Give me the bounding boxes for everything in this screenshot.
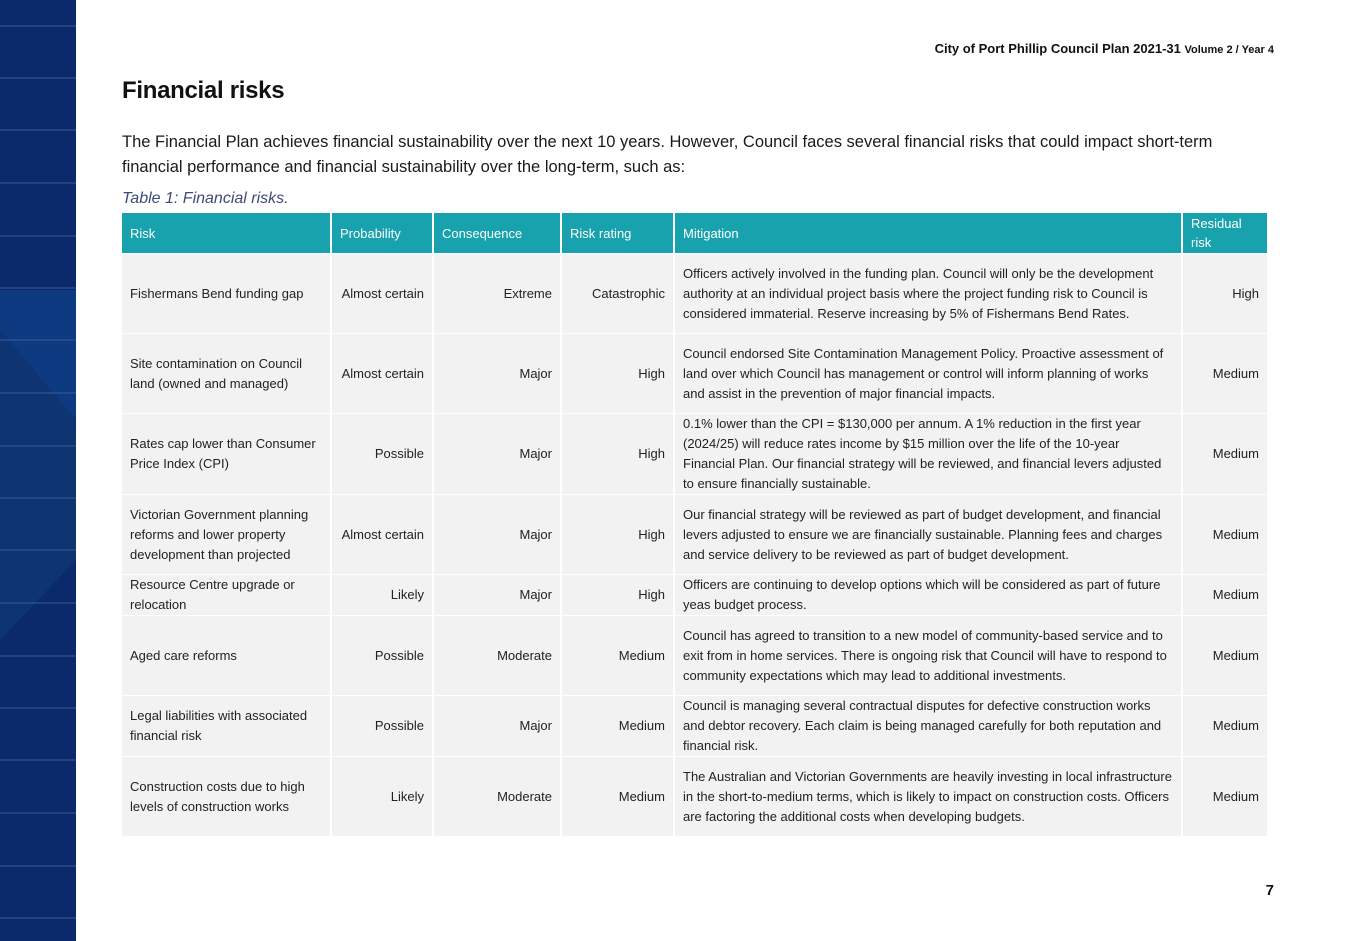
cell-consequence: Moderate — [434, 616, 560, 695]
cell-consequence: Major — [434, 495, 560, 574]
cell-mitigation: Officers actively involved in the funding plan. Council will only be the development authority at an individual project basis where the project funding risk to Council is considered immaterial. Reserve increasing by 5% of Fishermans Bend Rates. — [675, 254, 1181, 333]
table-row — [122, 757, 1267, 836]
header-consequence: Consequence — [434, 213, 560, 253]
cell-residual-risk: Medium — [1183, 616, 1267, 695]
cell-risk: Resource Centre upgrade or relocation — [122, 575, 330, 615]
cell-probability: Almost certain — [332, 495, 432, 574]
cell-risk: Aged care reforms — [122, 616, 330, 695]
cell-consequence: Major — [434, 414, 560, 494]
page-number: 7 — [1265, 882, 1274, 899]
cell-residual-risk: High — [1183, 254, 1267, 333]
cell-probability: Possible — [332, 414, 432, 494]
cell-consequence: Extreme — [434, 254, 560, 333]
decorative-side-band — [0, 0, 76, 941]
cell-consequence: Major — [434, 696, 560, 756]
cell-mitigation: The Australian and Victorian Governments are heavily investing in local infrastructure in the short-to-medium terms, which is likely to impact on construction costs. Officers are factoring the additional costs when developing budgets. — [675, 757, 1181, 836]
cell-consequence: Major — [434, 334, 560, 413]
side-band-pattern — [0, 0, 76, 941]
cell-mitigation: Council has agreed to transition to a new model of community-based service and to exit from in home services. There is ongoing risk that Council will have to respond to community expectations which may lead to additional investments. — [675, 616, 1181, 695]
cell-risk-rating: Medium — [562, 757, 673, 836]
table-header-row — [122, 213, 1267, 253]
table-row — [122, 616, 1267, 695]
cell-probability: Possible — [332, 696, 432, 756]
financial-risks-table — [120, 212, 1269, 837]
cell-risk: Fishermans Bend funding gap — [122, 254, 330, 333]
table-row — [122, 495, 1267, 574]
cell-risk: Victorian Government planning reforms and lower property development than projected — [122, 495, 330, 574]
cell-risk: Legal liabilities with associated financial risk — [122, 696, 330, 756]
cell-probability: Possible — [332, 616, 432, 695]
document-volume: Volume 2 / Year 4 — [1184, 44, 1274, 56]
header-mitigation: Mitigation — [675, 213, 1181, 253]
cell-mitigation: Our financial strategy will be reviewed as part of budget development, and financial levers adjusted to ensure we are financially sustainable. Planning fees and charges and service delivery to be reviewed as part of budget development. — [675, 495, 1181, 574]
cell-risk-rating: Medium — [562, 696, 673, 756]
cell-mitigation: Officers are continuing to develop options which will be considered as part of future yeas budget process. — [675, 575, 1181, 615]
table-row — [122, 696, 1267, 756]
cell-residual-risk: Medium — [1183, 495, 1267, 574]
cell-consequence: Major — [434, 575, 560, 615]
cell-risk-rating: Medium — [562, 616, 673, 695]
cell-probability: Likely — [332, 757, 432, 836]
table-row — [122, 575, 1267, 615]
header-risk-rating: Risk rating — [562, 213, 673, 253]
table-row — [122, 334, 1267, 413]
table-caption: Table 1: Financial risks. — [122, 190, 289, 207]
cell-residual-risk: Medium — [1183, 414, 1267, 494]
cell-risk: Construction costs due to high levels of construction works — [122, 757, 330, 836]
cell-mitigation: 0.1% lower than the CPI = $130,000 per annum. A 1% reduction in the first year (2024/25) will reduce rates income by $15 million over the life of the 10-year Financial Plan. Our financial strategy will be reviewed, and financial levers adjusted to ensure financially sustainable. — [675, 414, 1181, 494]
cell-residual-risk: Medium — [1183, 696, 1267, 756]
cell-risk-rating: High — [562, 334, 673, 413]
cell-mitigation: Council endorsed Site Contamination Management Policy. Proactive assessment of land over which Council has management or control will inform planning of works and assist in the prevention of major financial impacts. — [675, 334, 1181, 413]
cell-mitigation: Council is managing several contractual disputes for defective construction works and debtor recovery. Each claim is being managed carefully for both reputation and financial risk. — [675, 696, 1181, 756]
header-probability: Probability — [332, 213, 432, 253]
page-title: Financial risks — [122, 77, 285, 104]
intro-paragraph: The Financial Plan achieves financial sustainability over the next 10 years. However, Council faces several financial risks that could impact short-term financial performance and financial sustainability over the long-term, such as: — [122, 133, 1213, 176]
cell-consequence: Moderate — [434, 757, 560, 836]
document-header — [935, 41, 1274, 56]
header-residual-risk: Residual risk — [1183, 213, 1267, 253]
header-risk: Risk — [122, 213, 330, 253]
cell-risk-rating: Catastrophic — [562, 254, 673, 333]
cell-probability: Almost certain — [332, 334, 432, 413]
cell-residual-risk: Medium — [1183, 334, 1267, 413]
cell-probability: Almost certain — [332, 254, 432, 333]
cell-risk: Site contamination on Council land (owned and managed) — [122, 334, 330, 413]
document-title: City of Port Phillip Council Plan 2021-31 — [934, 41, 1181, 56]
cell-residual-risk: Medium — [1183, 757, 1267, 836]
cell-risk-rating: High — [562, 414, 673, 494]
cell-probability: Likely — [332, 575, 432, 615]
cell-risk: Rates cap lower than Consumer Price Index (CPI) — [122, 414, 330, 494]
cell-risk-rating: High — [562, 495, 673, 574]
table-row — [122, 414, 1267, 494]
cell-residual-risk: Medium — [1183, 575, 1267, 615]
table-row — [122, 254, 1267, 333]
cell-risk-rating: High — [562, 575, 673, 615]
